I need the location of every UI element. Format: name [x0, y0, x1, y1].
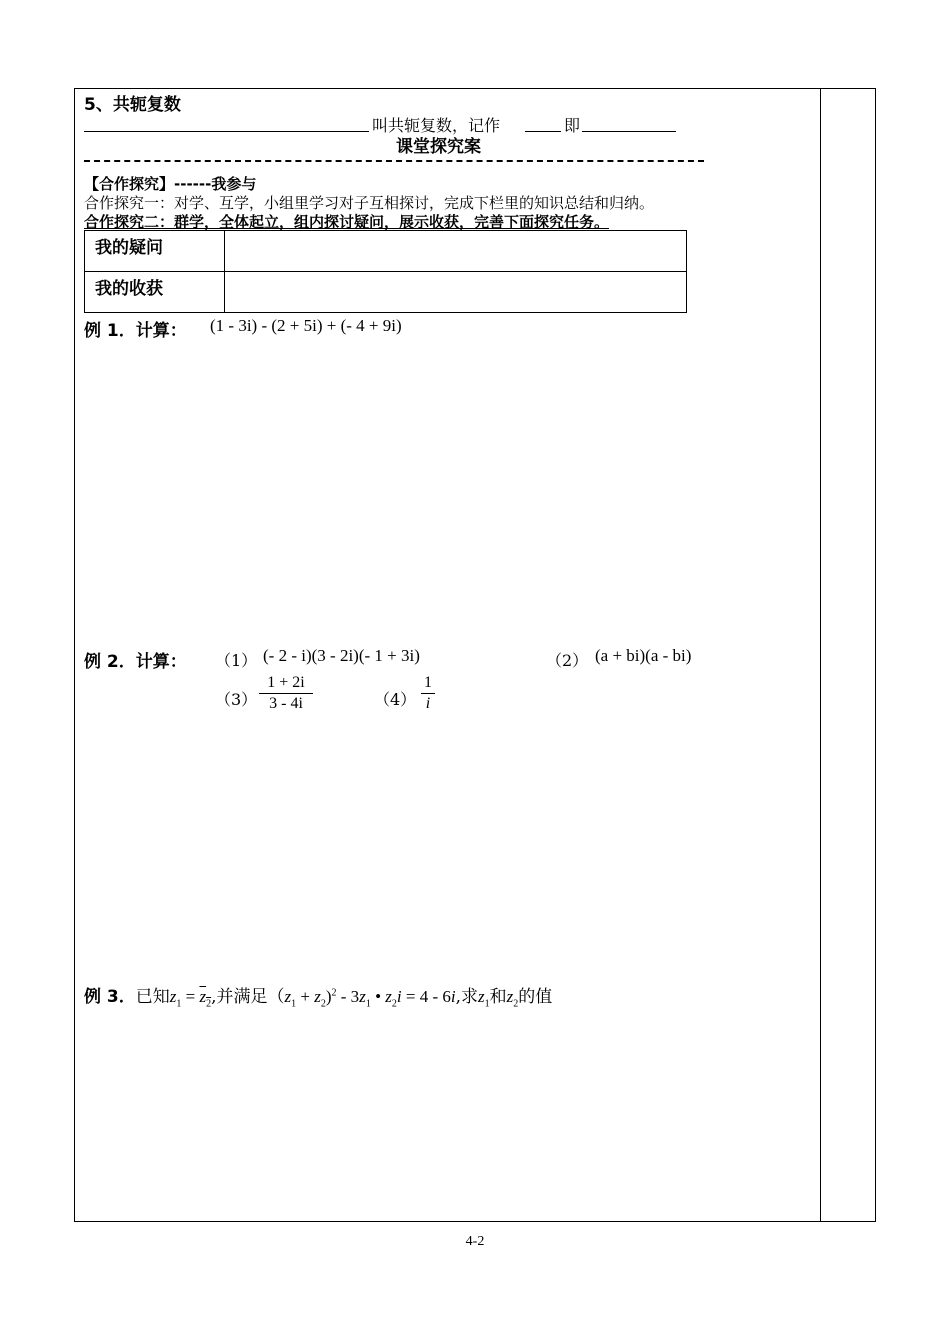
- section5-heading: 5、共轭复数: [84, 95, 181, 115]
- ex2-part4-numerator: 1: [424, 674, 432, 691]
- blank-line-3[interactable]: [582, 131, 676, 132]
- section5-text2: 即: [564, 116, 581, 135]
- section5-text1: 叫共轭复数，记作: [372, 116, 501, 135]
- ex3-text-c: ,求: [455, 987, 479, 1007]
- blank-line-2[interactable]: [525, 131, 561, 132]
- gains-label: 我的收获: [85, 272, 225, 313]
- classroom-title: 课堂探究案: [396, 137, 481, 157]
- ex2-part3-fraction: [259, 674, 313, 713]
- ex1-expression: (1 - 3i) - (2 + 5i) + (- 4 + 9i): [210, 316, 402, 335]
- coop-heading: 【合作探究】------我参与: [84, 175, 257, 193]
- ex1-label: 例 1．计算：: [84, 321, 187, 341]
- ex2-part2-expression: (a + bi)(a - bi): [595, 646, 692, 665]
- ex2-part3-numerator: 1 + 2i: [267, 674, 305, 691]
- coop-line2: 合作探究二：群学，全体起立，组内探讨疑问，展示收获，完善下面探究任务。: [84, 213, 610, 231]
- ex3-z1: $z_1$: [478, 987, 490, 1010]
- questions-cell[interactable]: [225, 231, 687, 272]
- qa-table: [84, 230, 687, 313]
- margin-column-divider: [820, 88, 821, 1222]
- fraction-bar: [259, 693, 313, 694]
- ex2-part4-denominator: i: [425, 695, 431, 712]
- ex2-part3-label: （3）: [215, 690, 258, 709]
- ex3-z2: $z_2$: [506, 987, 519, 1010]
- ex2-part4-fraction: [421, 674, 435, 713]
- ex3-text-e: 的值: [518, 987, 553, 1007]
- fraction-bar: [421, 693, 435, 694]
- ex2-part1-expression: (- 2 - i)(3 - 2i)(- 1 + 3i): [263, 646, 420, 665]
- coop-line1: 合作探究一：对学、互学，小组里学习对子互相探讨，完成下栏里的知识总结和归纳。: [84, 194, 655, 212]
- page-number: 4-2: [465, 1234, 485, 1249]
- ex2-part3-denominator: 3 - 4i: [269, 695, 303, 712]
- blank-line-1[interactable]: [84, 131, 369, 132]
- ex3-equation: $(z_1 + z_2)^2 - 3z_1$ • $z_2i = 4 - 6i$: [267, 987, 456, 1010]
- ex2-part4-label: （4）: [374, 690, 417, 709]
- ex3-label: 例 3．: [84, 987, 136, 1007]
- ex3-line: [84, 982, 552, 1009]
- ex3-condition: $z_1 = z_2$: [169, 987, 212, 1010]
- questions-label: 我的疑问: [85, 231, 225, 272]
- gains-cell[interactable]: [225, 272, 687, 313]
- ex3-text-a: 已知: [135, 987, 170, 1007]
- ex3-text-b: ,并满足: [211, 987, 268, 1007]
- ex2-part1-label: （1）: [215, 651, 258, 670]
- ex3-text-d: 和: [489, 987, 507, 1007]
- ex2-part2-label: （2）: [546, 651, 589, 670]
- ex2-label: 例 2．计算：: [84, 652, 187, 672]
- dashed-divider: [84, 160, 704, 162]
